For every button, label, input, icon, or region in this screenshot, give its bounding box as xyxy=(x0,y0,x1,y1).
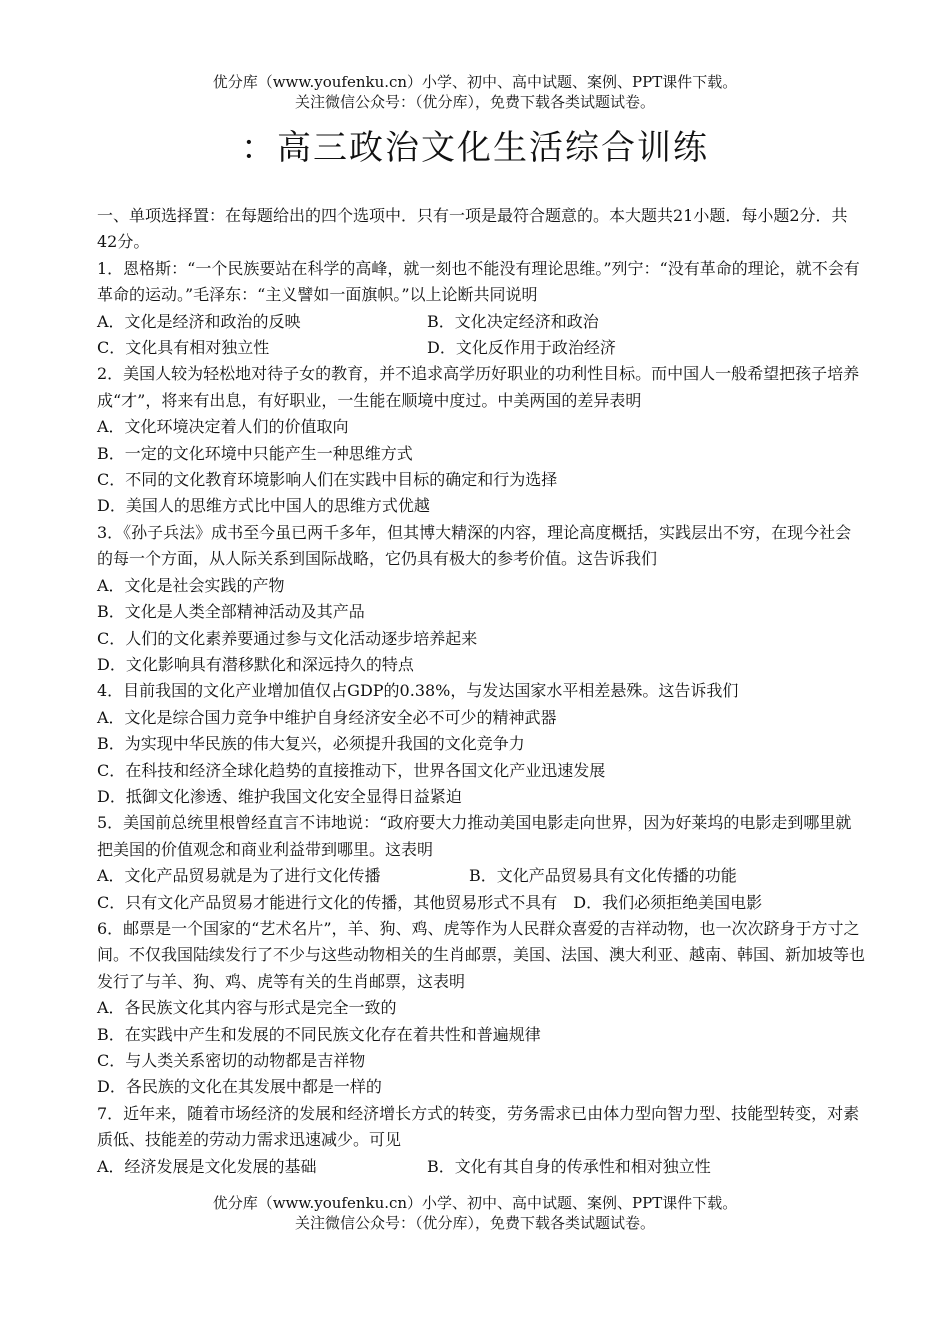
question-4-stem: 4．目前我国的文化产业增加值仅占GDP的0.38%，与发达国家水平相差悬殊。这告诉我们 xyxy=(97,681,739,701)
question-5-option-c: C．只有文化产品贸易才能进行文化的传播，其他贸易形式不具有 xyxy=(97,892,558,912)
question-2-option-d: D．美国人的思维方式比中国人的思维方式优越 xyxy=(97,496,430,516)
question-2-option-c: C．不同的文化教育环境影响人们在实践中目标的确定和行为选择 xyxy=(97,470,558,490)
question-6-option-a: A．各民族文化其内容与形式是完全一致的 xyxy=(97,998,397,1018)
question-5-stem: 5．美国前总统里根曾经直言不讳地说：“政府要大力推动美国电影走向世界，因为好莱坞的电影走到哪里就把美国的价值观念和商业利益带到哪里。这表明 xyxy=(97,813,852,859)
question-6-option-b: B．在实践中产生和发展的不同民族文化存在着共性和普遍规律 xyxy=(97,1024,541,1044)
question-1-options-cd xyxy=(97,335,865,361)
question-7-stem: 7．近年来，随着市场经济的发展和经济增长方式的转变，劳务需求已由体力型向智力型、技能型转变，对素质低、技能差的劳动力需求迅速减少。可见 xyxy=(97,1103,860,1150)
question-3-option-d: D．文化影响具有潜移默化和深远持久的特点 xyxy=(97,654,414,674)
question-1-option-b: B．文化决定经济和政治 xyxy=(427,311,599,331)
question-4-option-b: B．为实现中华民族的伟大复兴，必须提升我国的文化竞争力 xyxy=(97,734,525,754)
question-3-option-a: A．文化是社会实践的产物 xyxy=(97,575,285,595)
section-instructions: 一、单项选择置：在每题给出的四个选项中．只有一项是最符合题意的。本大题共21小题．每小题2分．共42分。 xyxy=(97,206,848,252)
question-2-option-b: B．一定的文化环境中只能产生一种思维方式 xyxy=(97,443,413,463)
question-3-option-c: C．人们的文化素养要通过参与文化活动逐步培养起来 xyxy=(97,628,478,648)
question-3-stem: 3．《孙子兵法》成书至今虽已两千多年，但其博大精深的内容，理论高度概括，实践层出不穷，在现今社会的每一个方面，从人际关系到国际战略，它仍具有极大的参考价值。这告诉我们 xyxy=(97,522,852,569)
question-7-option-b: B．文化有其自身的传承性和相对独立性 xyxy=(427,1156,711,1176)
question-2-option-a: A．文化环境决定着人们的价值取向 xyxy=(97,417,349,437)
question-2-stem: 2．美国人较为轻松地对待子女的教育，并不追求高学历好职业的功利性目标。而中国人一般希望把孩子培养成“才”，将来有出息，有好职业，一生能在顺境中度过。中美两国的差异表明 xyxy=(97,364,860,410)
question-4-option-c: C．在科技和经济全球化趋势的直接推动下，世界各国文化产业迅速发展 xyxy=(97,760,606,780)
page-title: ：高三政治文化生活综合训练 xyxy=(241,128,709,168)
question-6-stem: 6．邮票是一个国家的“艺术名片”，羊、狗、鸡、虎等作为人民群众喜爱的吉祥动物，也一次次跻身于方寸之间。不仅我国陆续发行了不少与这些动物相关的生肖邮票，美国、法国、澳大利亚、越南、韩国、新加坡等也发行了与羊、狗、鸡、虎等有关的生肖邮票，这表明 xyxy=(97,918,866,991)
document-body xyxy=(97,203,865,1180)
question-6-option-d: D．各民族的文化在其发展中都是一样的 xyxy=(97,1077,382,1097)
footer-line-1: 优分库（www.youfenku.cn）小学、初中、高中试题、案例、PPT课件下载。 xyxy=(212,1194,738,1212)
page-footer xyxy=(0,1193,950,1233)
header-line-2: 关注微信公众号：（优分库），免费下载各类试题试卷。 xyxy=(294,93,655,111)
question-4-option-a: A．文化是综合国力竞争中维护自身经济安全必不可少的精神武器 xyxy=(97,707,557,727)
question-1-options-ab xyxy=(97,309,865,335)
question-5-options-ab xyxy=(97,863,865,889)
page-header xyxy=(0,72,950,112)
question-5-option-b: B．文化产品贸易具有文化传播的功能 xyxy=(469,866,737,886)
question-3-option-b: B．文化是人类全部精神活动及其产品 xyxy=(97,602,365,622)
question-5-options-cd xyxy=(97,890,865,916)
question-1-option-c: C．文化具有相对独立性 xyxy=(97,338,270,358)
question-7-options-ab xyxy=(97,1154,865,1180)
question-6-option-c: C．与人类关系密切的动物都是吉祥物 xyxy=(97,1051,366,1070)
question-1-stem: 1．恩格斯：“一个民族要站在科学的高峰，就一刻也不能没有理论思维。”列宁：“没有革命的理论，就不会有革命的运动。”毛泽东：“主义譬如一面旗帜。”以上论断共同说明 xyxy=(97,258,860,305)
question-5-option-d: D．我们必须拒绝美国电影 xyxy=(573,892,763,912)
question-1-option-d: D．文化反作用于政治经济 xyxy=(427,338,616,358)
question-4-option-d: D．抵御文化渗透、维护我国文化安全显得日益紧迫 xyxy=(97,786,462,806)
header-line-1: 优分库（www.youfenku.cn）小学、初中、高中试题、案例、PPT课件下载。 xyxy=(212,73,738,91)
footer-line-2: 关注微信公众号：（优分库），免费下载各类试题试卷。 xyxy=(294,1214,655,1232)
question-7-option-a: A．经济发展是文化发展的基础 xyxy=(97,1156,317,1176)
question-1-option-a: A．文化是经济和政治的反映 xyxy=(97,311,301,331)
question-5-option-a: A．文化产品贸易就是为了进行文化传播 xyxy=(97,866,381,886)
